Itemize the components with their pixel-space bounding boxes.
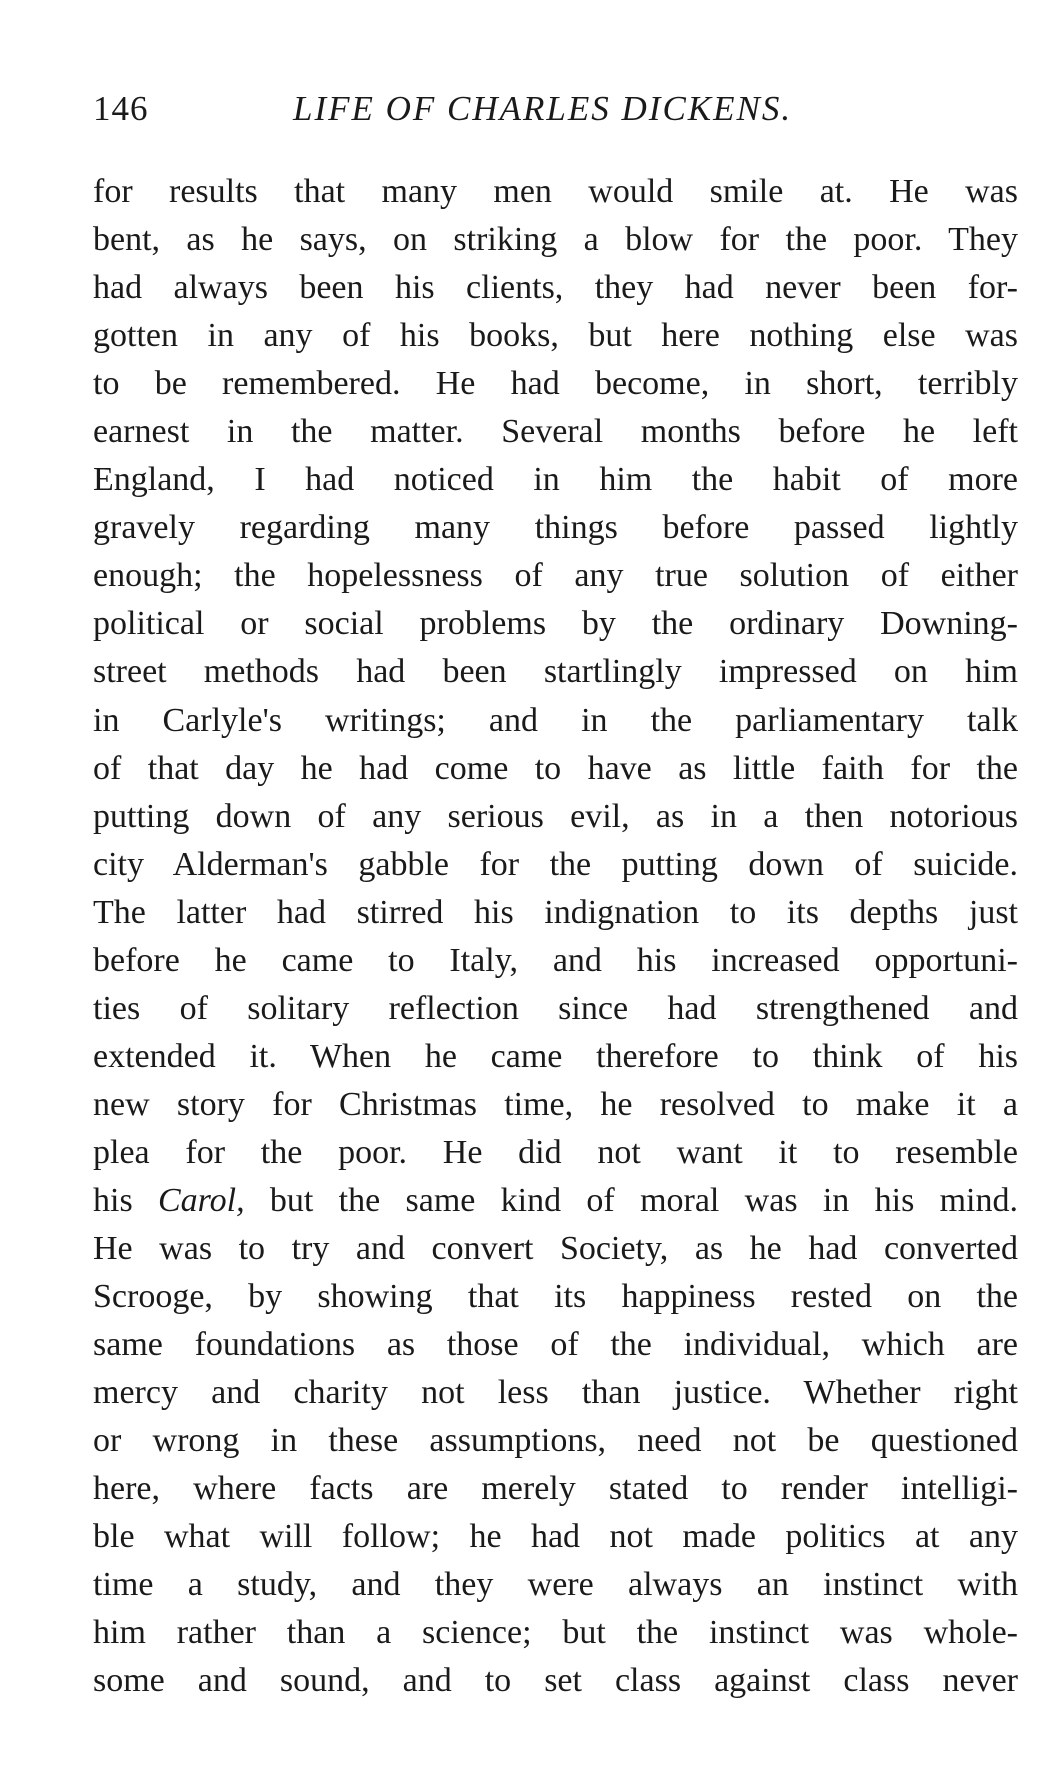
text-line: here, where facts are merely stated to render intelligi- <box>93 1470 1018 1508</box>
text-line: same foundations as those of the individual, which are <box>93 1326 1018 1364</box>
text-line: ble what will follow; he had not made politics at any <box>93 1518 1018 1556</box>
text-line: city Alderman's gabble for the putting down of suicide. <box>93 845 1018 883</box>
text-line: political or social problems by the ordinary Downing- <box>93 605 1018 643</box>
text-line: enough; the hopelessness of any true solution of either <box>93 557 1018 595</box>
text-line: time a study, and they were always an instinct with <box>93 1566 1018 1604</box>
italic-title-carol: Carol, <box>158 1181 245 1219</box>
text-line: The latter had stirred his indignation to its depths just <box>93 893 1018 931</box>
text-line: gotten in any of his books, but here nothing else was <box>93 317 1018 355</box>
text-line: Scrooge, by showing that its happiness rested on the <box>93 1278 1018 1316</box>
text-line: him rather than a science; but the instinct was whole- <box>93 1614 1018 1652</box>
text-segment: but the same kind of moral was in his mind. <box>244 1181 1018 1219</box>
text-line: before he came to Italy, and his increased opportuni- <box>93 941 1018 979</box>
text-line: ties of solitary reflection since had strengthened and <box>93 989 1018 1027</box>
text-line: England, I had noticed in him the habit of more <box>93 461 1018 499</box>
text-line: gravely regarding many things before passed lightly <box>93 509 1018 547</box>
text-line: some and sound, and to set class against class never <box>93 1662 1018 1700</box>
text-line: for results that many men would smile at. He was <box>93 173 1018 210</box>
text-segment: his <box>93 1181 158 1219</box>
text-line: putting down of any serious evil, as in a then notorious <box>93 797 1018 835</box>
body-text <box>93 168 1018 1706</box>
text-line: plea for the poor. He did not want it to resemble <box>93 1133 1018 1171</box>
text-line: of that day he had come to have as little faith for the <box>93 749 1018 787</box>
text-line-with-italic <box>93 1177 1018 1225</box>
text-line: new story for Christmas time, he resolved to make it a <box>93 1085 1018 1123</box>
text-line: earnest in the matter. Several months before he left <box>93 413 1018 451</box>
text-line: He was to try and convert Society, as he had converted <box>93 1230 1018 1268</box>
page-header <box>93 84 1018 134</box>
text-line: had always been his clients, they had never been for- <box>93 269 1018 307</box>
text-line: street methods had been startlingly impressed on him <box>93 653 1018 691</box>
text-line: extended it. When he came therefore to think of his <box>93 1037 1018 1075</box>
text-line: to be remembered. He had become, in short, terribly <box>93 365 1018 403</box>
text-line: bent, as he says, on striking a blow for the poor. They <box>93 221 1018 259</box>
running-title: LIFE OF CHARLES DICKENS. <box>293 89 793 128</box>
text-line: in Carlyle's writings; and in the parliamentary talk <box>93 701 1018 739</box>
page-number: 146 <box>93 89 149 128</box>
text-line: or wrong in these assumptions, need not be questioned <box>93 1422 1018 1460</box>
text-line: mercy and charity not less than justice. Whether right <box>93 1374 1018 1412</box>
